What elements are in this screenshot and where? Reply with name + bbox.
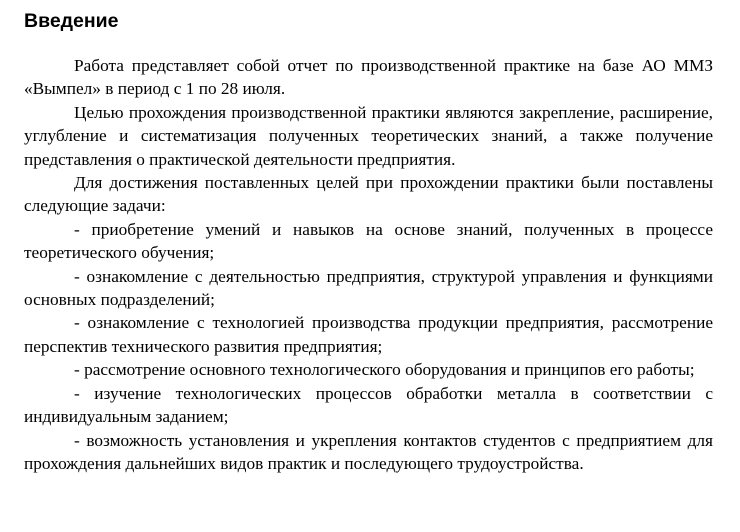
paragraph-intro: Работа представляет собой отчет по производственной практике на базе АО ММЗ «Вымпел» в период с 1 по 28 июля. [24, 56, 713, 99]
task-item-5: - изучение технологических процессов обработки металла в соответствии с индивидуальным заданием; [24, 383, 713, 427]
task-item-4: - рассмотрение основного технологического оборудования и принципов его работы; [74, 360, 695, 380]
task-item-2: - ознакомление с деятельностью предприятия, структурой управления и функциями основных подразделений; [24, 266, 713, 310]
document-page [24, 8, 713, 475]
task-item-3: - ознакомление с технологией производства продукции предприятия, рассмотрение перспектив технического развития предприятия; [24, 313, 713, 356]
task-item-1: - приобретение умений и навыков на основе знаний, полученных в процессе теоретического обучения; [24, 219, 713, 263]
paragraph-goal: Целью прохождения производственной практики являются закрепление, расширение, углубление и систематизация полученных теоретических знаний, а также получение представления о практической деятельности предприятия. [24, 102, 713, 169]
paragraph-tasks-intro: Для достижения поставленных целей при прохождении практики были поставлены следующие задачи: [24, 173, 713, 216]
task-item-6: - возможность установления и укрепления контактов студентов с предприятием для прохождения дальнейших видов практик и последующего трудоустройства. [24, 430, 713, 473]
section-heading: Введение [24, 10, 119, 32]
